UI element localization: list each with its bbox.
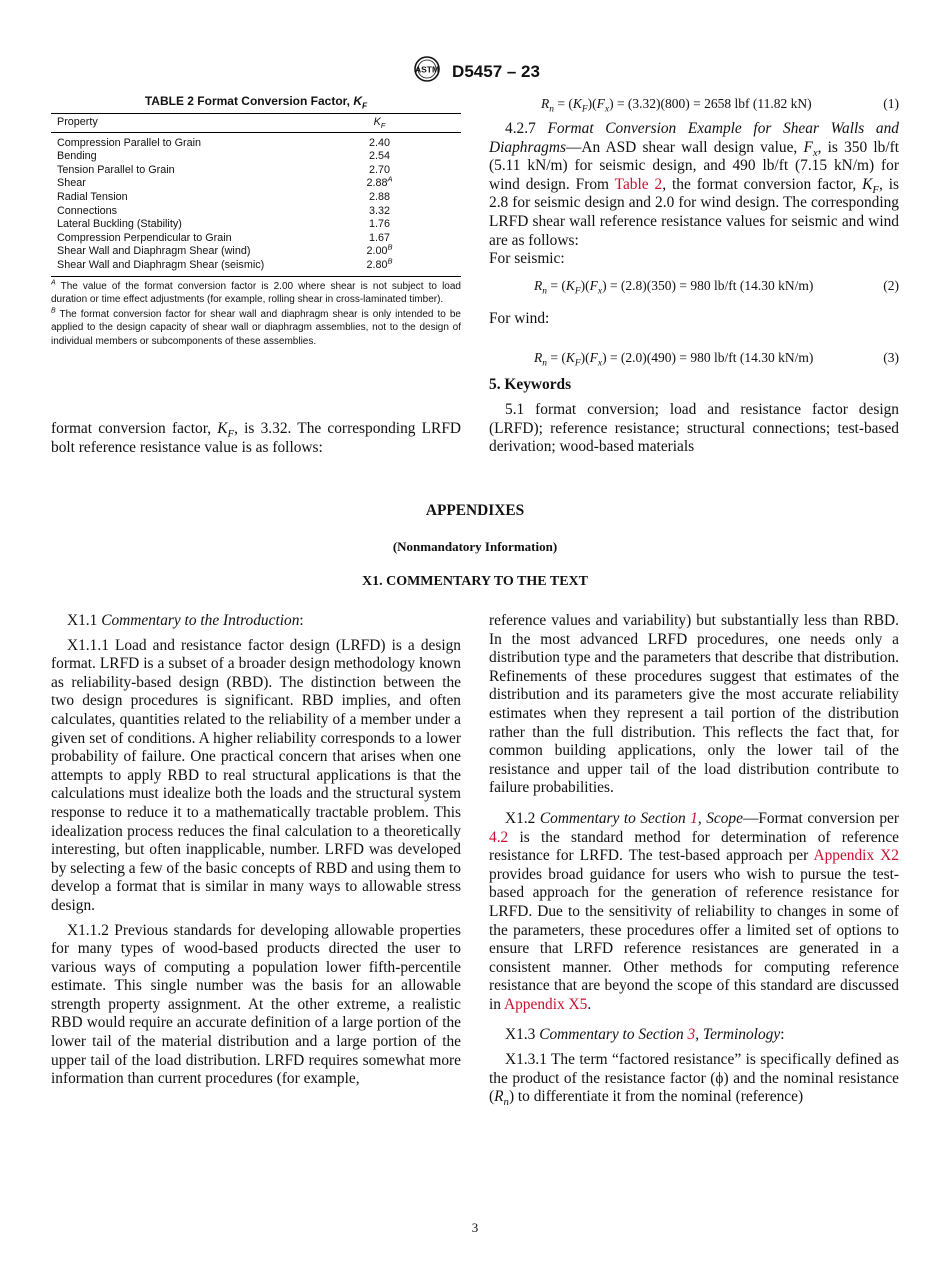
astm-logo-text: ASTM <box>415 64 440 75</box>
table-footnote-mark: B <box>387 242 393 252</box>
paragraph-x1-3: X1.3 Commentary to Section 3, Terminology: <box>505 1026 785 1044</box>
table-cell-property: Compression Parallel to Grain <box>57 136 202 149</box>
link-appendix-x2[interactable]: Appendix X2 <box>813 847 899 865</box>
equation-2-number: (2) <box>883 277 899 293</box>
link-section-1[interactable]: 1 <box>690 809 698 827</box>
paragraph-continuation: reference values and variability) but substantially less than RBD. In the most advanced LRFD procedures, one needs only a distribution type and the parameters that describe that distribution. Refinements of these procedures suggest that estimates of the distribution and its parameters give the most accurate reliability estimates when they represent a tail portion of the distribution rather than the full distribution. This reflects the fact that, for common building applications, only the lower tail of the resistance and upper tail of the load distribution contribute to failure probabilities. <box>489 612 899 797</box>
astm-logo <box>410 56 444 87</box>
table-cell-property: Connections <box>57 204 118 217</box>
table-cell-kf: $2.88^A$ <box>366 174 393 190</box>
table-cell-property: Lateral Buckling (Stability) <box>57 218 182 231</box>
table-row <box>51 150 461 164</box>
table-row <box>51 218 461 232</box>
designation: D5457 – 23 <box>452 61 540 81</box>
table-row <box>51 256 461 273</box>
col-header-kf: $K_F$ <box>373 116 386 131</box>
link-section-3[interactable]: 3 <box>687 1026 696 1044</box>
link-4-2[interactable]: 4.2 <box>489 828 509 846</box>
table-caption: TABLE 2 Format Conversion Factor, $K_F$ <box>144 94 368 111</box>
paragraph-4-2-7: 4.2.7 Format Conversion Example for Shear Walls and Diaphragms—An ASD shear wall design value, $F_x$, is 350 lb/ft (5.11 kN/m) for seismic design, and 490 lb/ft (7.15 kN/m) for wind design. From Table 2, the format conversion factor, $K_F$, is 2.8 for seismic design and 2.0 for wind design. The corresponding LRFD shear wall reference resistance values for seismic and wind are as follows: <box>489 120 899 249</box>
page-header <box>0 56 950 82</box>
right-bottom-column <box>489 612 899 1107</box>
keywords-heading: 5. Keywords <box>489 376 572 394</box>
appendixes-title: APPENDIXES <box>425 502 525 519</box>
appendixes-subtitle: (Nonmandatory Information) <box>392 539 558 554</box>
table-row <box>51 137 461 151</box>
paragraph-x1-2: X1.2 Commentary to Section 1, Scope—Format conversion per 4.2 is the standard method for determination of reference resistance for LRFD. The test-based approach per Appendix X2 provides broad guidance for users who wish to pursue the test-based approach for the generation of reference resistance for LRFD. Due to the sensitivity of reliability to changes in some of the parameters, these procedures offer a limited set of options to ensure that LRFD reference resistances are generated in a consistent manner. Other methods for computing reference resistance that are beyond the scope of this standard are discussed in Appendix X5. <box>489 809 900 1013</box>
paragraph-x1-1-1: X1.1.1 Load and resistance factor design (LRFD) is a design format. LRFD is a subset of a broader design methodology known as reliability-based design (RBD). The distinction between the two design procedures is significant. RBD implies, and often calculates, quantities related to the reliability of a member under a given set of conditions. A higher reliability corresponds to a lower probability of failure. One practical concern that arises when one attempts to apply RBD to real structural applications is that the calculations must idealize both the loads and the structural system response to reduce it to a mathematically tractable problem. This idealization process reduces the final calculation to a theoretically interesting, but often inapplicable, number. LRFD was developed by selecting a few of the basic concepts of RBD and using them to develop a format that is similar in many ways to allowable stress design. <box>51 636 461 914</box>
table-row <box>51 191 461 205</box>
x1-title: X1. COMMENTARY TO THE TEXT <box>361 574 588 589</box>
col-header-property: Property <box>57 116 98 128</box>
footnote-a: $^A$ The value of the format conversion factor is 2.00 where shear is not subject to load duration or time effect adjustments (for example, rolling shear in cross-laminated timber). <box>51 279 461 306</box>
equation-1: $R_n = (K_F)(F_x) = (3.32)(800) = 2658$ lbf (11.82 kN) (1) <box>541 96 899 115</box>
equation-1-number: (1) <box>883 96 899 111</box>
paragraph-x1-1: X1.1 Commentary to the Introduction: <box>67 612 304 629</box>
table-cell-kf: 3.32 <box>368 204 390 217</box>
table-row <box>51 205 461 219</box>
left-top-paragraph: format conversion factor, $K_F$, is 3.32. The corresponding LRFD bolt reference resistance value is as follows: <box>51 420 461 456</box>
table-cell-property: Tension Parallel to Grain <box>57 163 175 176</box>
link-appendix-x5[interactable]: Appendix X5 <box>503 995 588 1013</box>
equation-2: $R_n = (K_F)(F_x) = (2.8)(350) = 980$ lb/ft (14.30 kN/m) (2) <box>534 277 899 297</box>
right-top-column <box>489 94 899 457</box>
table-cell-kf: 1.76 <box>368 218 390 231</box>
table-2 <box>51 94 461 350</box>
left-bottom-column <box>51 612 461 1089</box>
table-cell-property: Shear Wall and Diaphragm Shear (seismic) <box>57 258 265 271</box>
table-cell-property: Shear Wall and Diaphragm Shear (wind) <box>57 245 251 258</box>
link-table-2[interactable]: Table 2 <box>614 175 663 193</box>
table-cell-kf: 2.40 <box>368 136 390 149</box>
table-row <box>51 242 461 259</box>
keywords-text: 5.1 format conversion; load and resistance factor design (LRFD); reference resistance; structural connections; test-based derivation; wood-based materials <box>489 400 899 456</box>
table-row <box>51 174 461 191</box>
equation-3: $R_n = (K_F)(F_x) = (2.0)(490) = 980$ lb/ft (14.30 kN/m) (3) <box>534 350 899 370</box>
table-header-row <box>51 114 461 132</box>
equation-3-number: (3) <box>883 350 899 366</box>
table-row <box>51 164 461 178</box>
table-cell-kf: 2.70 <box>368 163 390 176</box>
table-footnote-mark: A <box>387 174 393 184</box>
table-cell-kf: 1.67 <box>368 231 390 244</box>
page-number: 3 <box>471 1220 479 1235</box>
for-seismic-label: For seismic: <box>489 250 565 268</box>
table-cell-kf: $2.80^B$ <box>366 256 393 271</box>
footnote-b: $^B$ The format conversion factor for shear wall and diaphragm shear is only intended to be applied to the design capacity of shear wall or diaphragm assemblies, not to the design of individual members or subcomponents of these assemblies. <box>51 307 461 347</box>
table-cell-property: Compression Perpendicular to Grain <box>57 231 232 244</box>
table-cell-kf: 2.88 <box>368 190 390 203</box>
table-cell-kf: 2.54 <box>368 150 390 163</box>
table-cell-property: Shear <box>57 177 86 190</box>
paragraph-x1-3-1: X1.3.1 The term “factored resistance” is specifically defined as the product of the resistance factor (ϕ) and the nominal resistance $(R_n)$ to differentiate it from the nominal (reference) <box>489 1051 899 1109</box>
table-footnote-mark: B <box>387 256 393 266</box>
table-cell-property: Bending <box>57 150 97 163</box>
table-cell-property: Radial Tension <box>57 190 128 203</box>
table-body <box>51 133 461 276</box>
table-row <box>51 232 461 246</box>
paragraph-x1-1-2: X1.1.2 Previous standards for developing allowable properties for many types of wood-based products directed the user to various ways of computing a population lower fifth-percentile estimate. This single number was the basis for an allowable strength property assignment. At the other extreme, a realistic RBD would require an accurate definition of a large portion of the lower tail of the material distribution and a large portion of the upper tail of the load distribution. LRFD requires somewhat more information than current procedures (for example, <box>51 921 461 1088</box>
table-cell-kf: $2.00^B$ <box>366 242 393 258</box>
table-footnotes <box>51 280 461 349</box>
for-wind-label: For wind: <box>489 309 550 327</box>
